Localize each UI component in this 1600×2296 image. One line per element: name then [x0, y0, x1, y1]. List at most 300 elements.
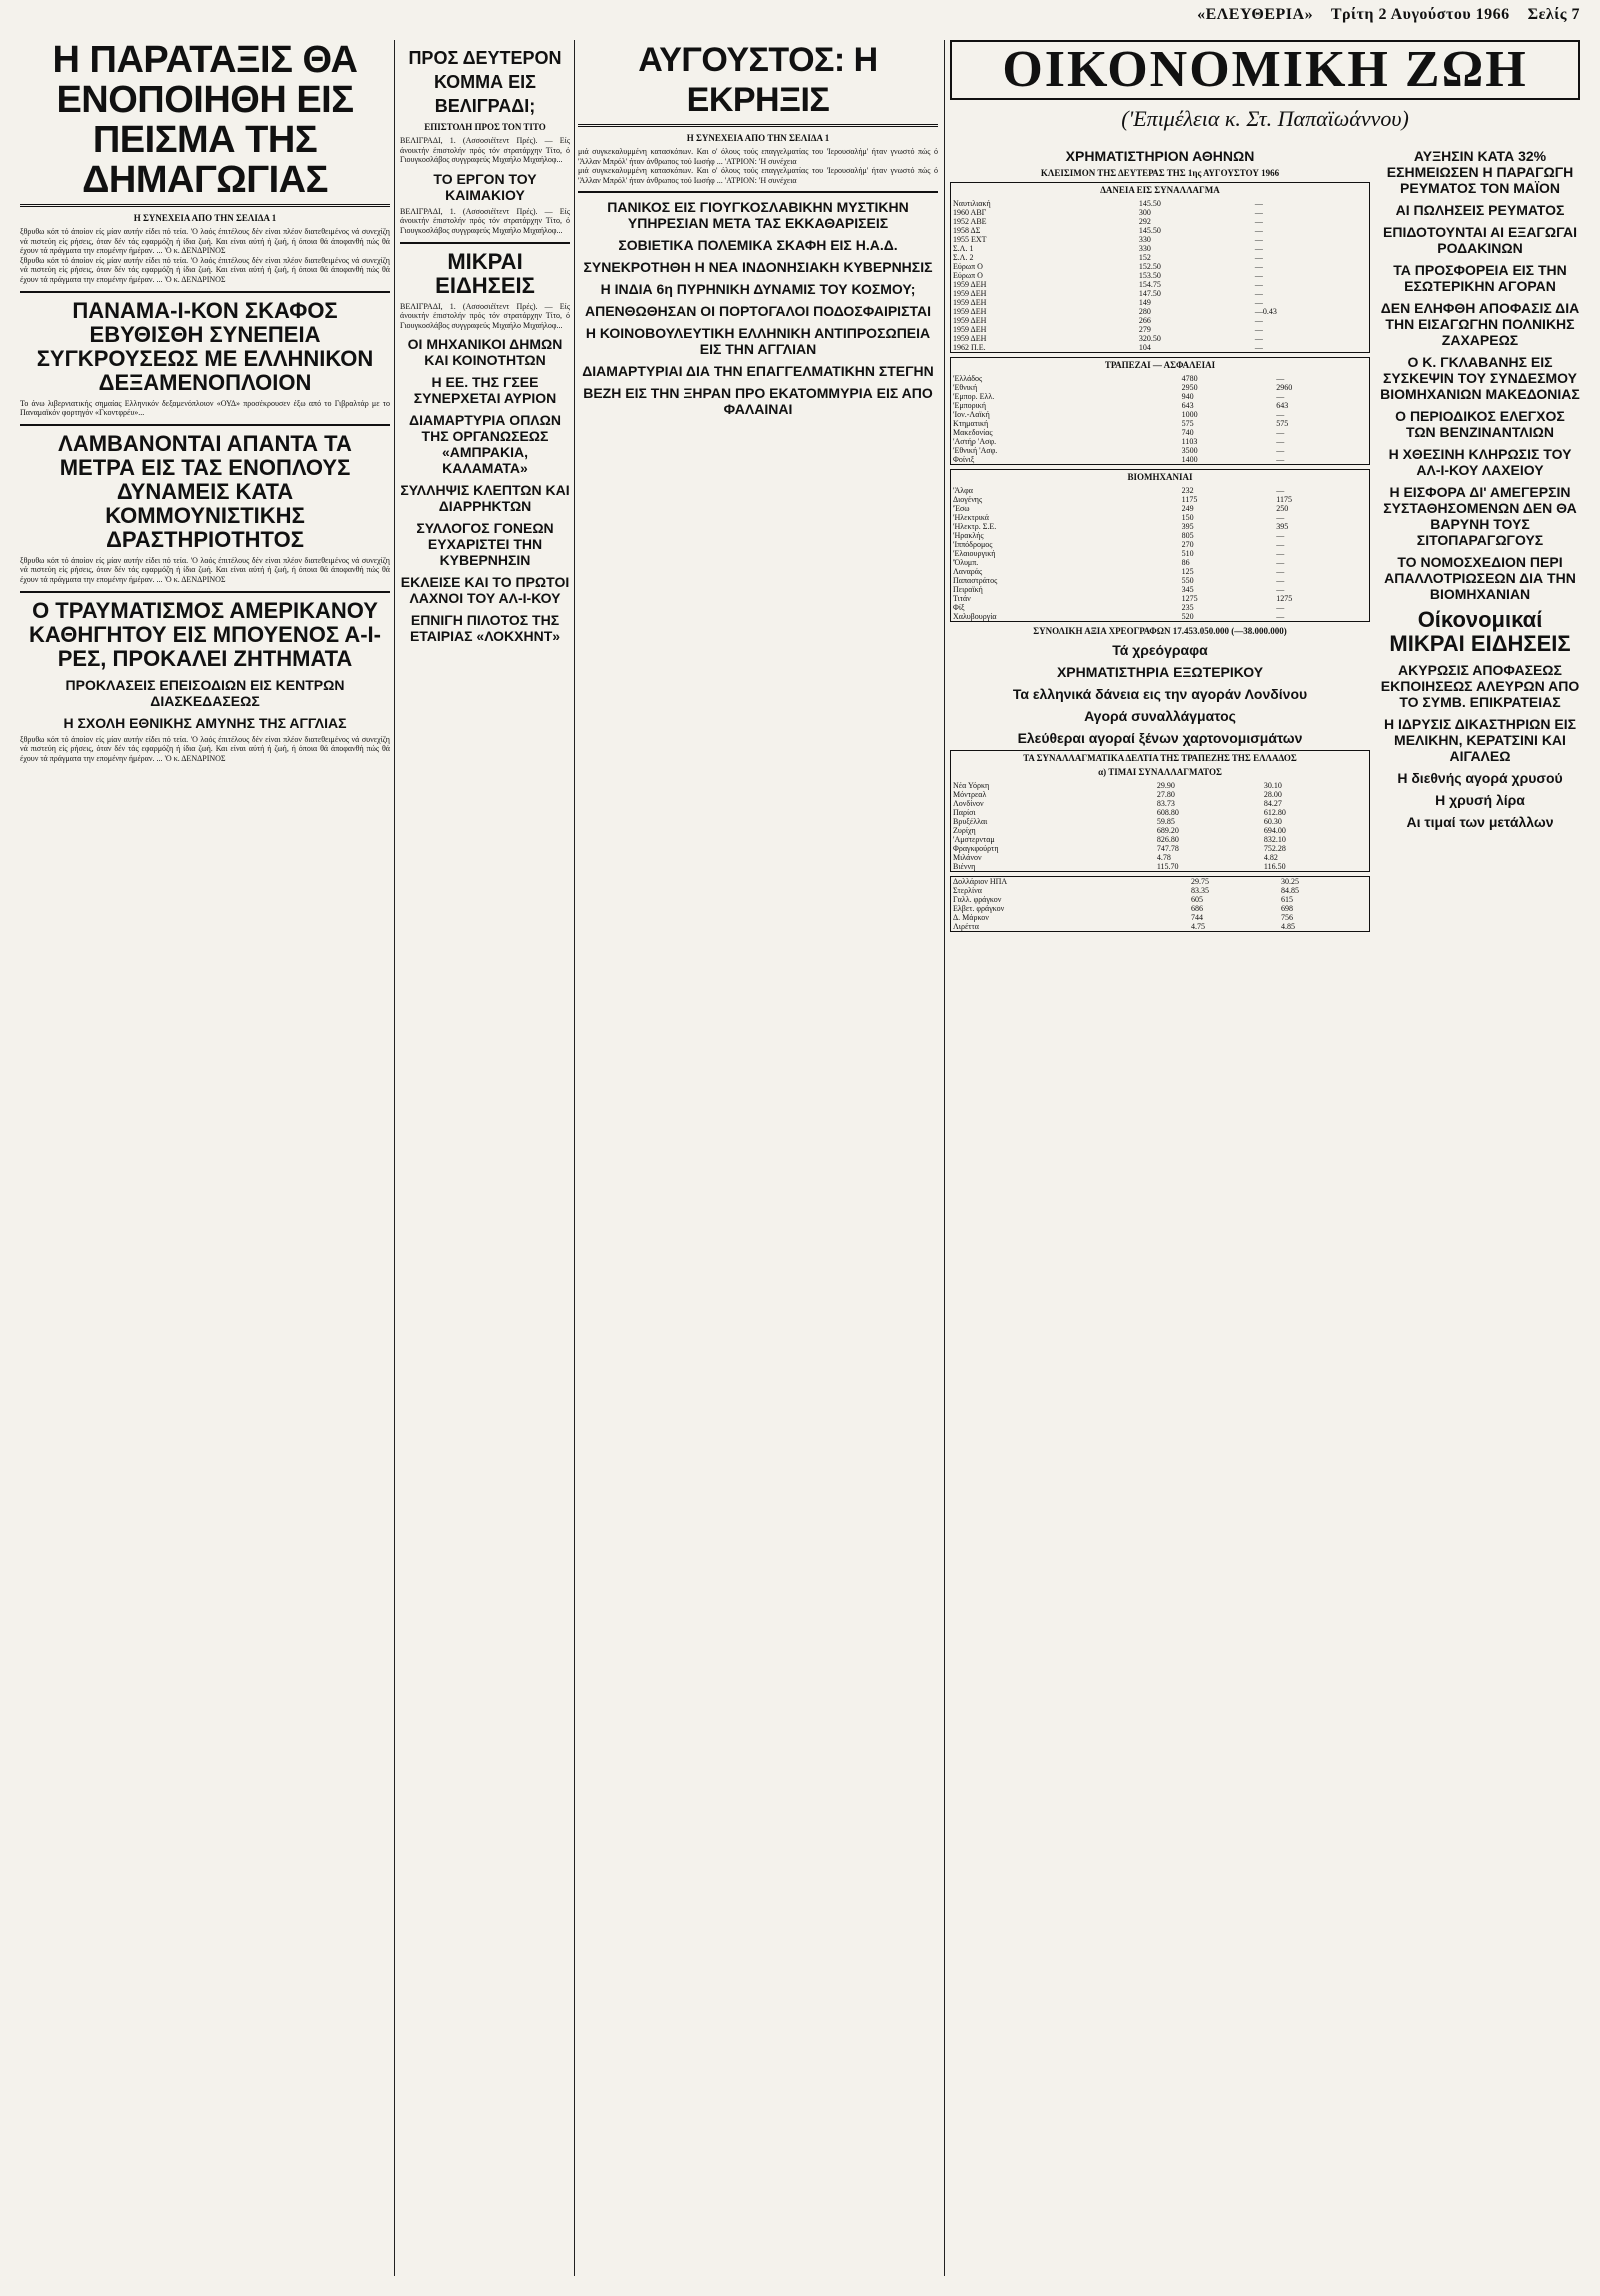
divider — [578, 191, 938, 193]
section-gold-lira: Η χρυσή λίρα — [1435, 792, 1525, 808]
table-cell: Σ.Λ. 2 — [953, 253, 974, 262]
table-row — [951, 835, 1369, 844]
table-row — [951, 271, 1369, 280]
table-cell: Βρυξέλλαι — [953, 817, 988, 826]
table-cell: 125 — [1181, 567, 1194, 576]
table-banks-body — [951, 374, 1369, 464]
table-cell: 4.78 — [1156, 853, 1171, 862]
table-industries-title: ΒΙΟΜΗΧΑΝΙΑΙ — [1127, 472, 1193, 482]
column-rule — [944, 40, 945, 2276]
table-row — [951, 199, 1369, 208]
table-cell: 1955 ΕΧΤ — [953, 235, 987, 244]
table-cell: Παρίσι — [953, 808, 976, 817]
table-cell: — — [1254, 235, 1263, 244]
table-cell: 27.80 — [1156, 790, 1175, 799]
table-cell: Νέα Υόρκη — [953, 781, 990, 790]
table-cell: 1959 ΔΕΗ — [953, 316, 987, 325]
table-row — [951, 307, 1369, 316]
table-notes — [950, 876, 1370, 932]
table-cell: — — [1276, 558, 1285, 567]
table-row — [951, 877, 1369, 886]
table-cell: Λιρέττα — [953, 922, 979, 931]
table-cell: 'Εθνική — [953, 383, 978, 392]
table-row — [951, 504, 1369, 513]
table-cell: 153.50 — [1138, 271, 1161, 280]
article-body: ξθρυθω κόπ τό άποίον είς μίαν αυτήν είδει πό τεία. 'Ο λαός έπιτέλους δέν είναι πλέον διατεθειμένος νά συνεχίζη νά πιστεύη είς ρήσεις, όταν δέν τάς εφαρμόζη ή ίδια ζωή. Και είναι αύτή ή ζωή, ή όποια θά άποφανθή πώς θά έχουν τά πράγματα την επομένην ήμέραν. ... 'Ο κ. ΔΕΝΔΡΙΝΟΣ — [20, 734, 390, 763]
headline-parents: ΣΥΛΛΟΓΟΣ ΓΟΝΕΩΝ ΕΥΧΑΡΙΣΤΕΙ ΤΗΝ ΚΥΒΕΡΝΗΣΙΝ — [416, 520, 554, 569]
table-cell: 520 — [1181, 612, 1194, 621]
headline-episodes: ΠΡΟΚΛΑΣΕΙΣ ΕΠΕΙΣΟΔΙΩΝ ΕΙΣ ΚΕΝΤΡΩΝ ΔΙΑΣΚΕΔΑΣΕΩΣ — [65, 676, 345, 709]
table-cell: Χαλυβουργία — [953, 612, 997, 621]
table-row — [951, 437, 1369, 446]
table-row — [951, 817, 1369, 826]
table-cell: 575 — [1181, 419, 1194, 428]
economy-left — [950, 142, 1370, 2286]
table-fx-body — [951, 781, 1369, 871]
table-cell: 270 — [1181, 540, 1194, 549]
table-cell: — — [1276, 612, 1285, 621]
table-cell: 320.50 — [1138, 334, 1161, 343]
headline-peaches: ΕΠΙΔΟΤΟΥΝΤΑΙ ΑΙ ΕΞΑΓΩΓΑΙ ΡΟΔΑΚΙΝΩΝ — [1383, 224, 1577, 256]
table-cell: — — [1254, 226, 1263, 235]
subheadline: ΕΠΙΣΤΟΛΗ ΠΡΟΣ ΤΟΝ ΤΙΤΟ — [424, 122, 546, 132]
table-row — [951, 208, 1369, 217]
table-cell: — — [1254, 343, 1263, 352]
table-cell: 4.75 — [1191, 922, 1206, 931]
table-cell: Ελβετ. φράγκον — [953, 904, 1005, 913]
table-cell: 'Εμπορική — [953, 401, 987, 410]
table-cell: — — [1254, 325, 1263, 334]
table-cell: 2960 — [1276, 383, 1293, 392]
headline-panic: ΠΑΝΙΚΟΣ ΕΙΣ ΓΙΟΥΓΚΟΣΛΑΒΙΚΗΝ ΜΥΣΤΙΚΗΝ ΥΠΗΡΕΣΙΑΝ ΜΕΤΑ ΤΑΣ ΕΚΚΑΘΑΡΙΣΕΙΣ — [607, 199, 909, 232]
table-row — [951, 334, 1369, 343]
table-cell: — — [1276, 549, 1285, 558]
table-cell: — — [1276, 603, 1285, 612]
table-row — [951, 289, 1369, 298]
table-row — [951, 325, 1369, 334]
table-cell: Τιτάν — [953, 594, 971, 603]
table-cell: Μακεδονίας — [953, 428, 993, 437]
table-cell: 643 — [1276, 401, 1289, 410]
headline-market: ΤΑ ΠΡΟΣΦΟΡΕΙΑ ΕΙΣ ΤΗΝ ΕΣΩΤΕΡΙΚΗΝ ΑΓΟΡΑΝ — [1393, 262, 1567, 294]
table-fx-sub: α) ΤΙΜΑΙ ΣΥΝΑΛΛΑΓΜΑΤΟΣ — [1098, 767, 1222, 777]
table-cell: 1103 — [1181, 437, 1198, 446]
section-foreign: ΧΡΗΜΑΤΙΣΤΗΡΙΑ ΕΞΩΤΕΡΙΚΟΥ — [1056, 664, 1264, 680]
column-rule — [394, 40, 395, 2276]
headline-pilot: ΕΠΝΙΓΗ ΠΙΛΟΤΟΣ ΤΗΣ ΕΤΑΙΡΙΑΣ «ΛΟΚΧΗΝΤ» — [409, 612, 561, 645]
table-cell: 832.10 — [1263, 835, 1286, 844]
table-cell: Λαναράς — [953, 567, 983, 576]
table-cell: — — [1276, 437, 1285, 446]
table-row — [951, 235, 1369, 244]
table-cell: 689.20 — [1156, 826, 1179, 835]
table-cell: 'Όλυμπ. — [953, 558, 979, 567]
table-row — [951, 904, 1369, 913]
table-cell: — — [1254, 262, 1263, 271]
table-row — [951, 922, 1369, 931]
section-metals: Αι τιμαί των μετάλλων — [1406, 814, 1554, 830]
table-cell: 575 — [1276, 419, 1289, 428]
table-cell: 150 — [1181, 513, 1194, 522]
table-cell: — — [1276, 540, 1285, 549]
table-row — [951, 392, 1369, 401]
table-row — [951, 790, 1369, 799]
table-cell: 1175 — [1181, 495, 1198, 504]
article-body: ΒΕΛΙΓΡΑΔΙ, 1. (Ασσοσιέϊτεντ Πρές). — Είς άνοικτήν έπιστολήν πρός τόν στρατάρχην Τίτο, ό Γιουγκοσλάβος συγγραφεύς Μιχαήλο Μιχαήλοφ... — [400, 206, 570, 235]
table-cell: — — [1276, 410, 1285, 419]
headline-expropriations: ΤΟ ΝΟΜΟΣΧΕΔΙΟΝ ΠΕΡΙ ΑΠΑΛΛΟΤΡΙΩΣΕΩΝ ΔΙΑ ΤΗΝ ΒΙΟΜΗΧΑΝΙΑΝ — [1384, 554, 1576, 602]
headline-flour: ΑΚΥΡΩΣΙΣ ΑΠΟΦΑΣΕΩΣ ΕΚΠΟΙΗΣΕΩΣ ΑΛΕΥΡΩΝ ΑΠΟ ΤΟ ΣΥΜΒ. ΕΠΙΚΡΑΤΕΙΑΣ — [1380, 662, 1580, 710]
table-cell: 149 — [1138, 298, 1151, 307]
article-body: Το άνω λιβερνιατικής σημαίας Ελληνικόν δεξαμενόπλοιον «ΟΥΔ» προσέκρουσεν έξω από το Γιβραλτάρ με το Παναμαϊκόν φορτηγόν «Γκοντφρέυ»... — [20, 398, 390, 418]
table-row — [951, 410, 1369, 419]
table-cell: 59.85 — [1156, 817, 1175, 826]
table-cell: 1958 ΔΣ — [953, 226, 981, 235]
table-cell: 86 — [1181, 558, 1190, 567]
table-cell: — — [1254, 199, 1263, 208]
headline-levy: Η ΕΙΣΦΟΡΑ ΔΙ' ΑΜΕΓΕΡΣΙΝ ΣΥΣΤΑΘΗΣΟΜΕΝΩΝ ΔΕΝ ΘΑ ΒΑΡΥΝΗ ΤΟΥΣ ΣΙΤΟΠΑΡΑΓΩΓΟΥΣ — [1383, 484, 1577, 548]
table-cell: — — [1254, 244, 1263, 253]
table-cell: 330 — [1138, 244, 1151, 253]
table-cell: Βιέννη — [953, 862, 976, 871]
table-cell: 154.75 — [1138, 280, 1161, 289]
table-cell: 279 — [1138, 325, 1151, 334]
table-cell: Πειραϊκή — [953, 585, 983, 594]
issue-date: Τρίτη 2 Αυγούστου 1966 — [1330, 6, 1510, 23]
headline-sales: ΑΙ ΠΩΛΗΣΕΙΣ ΡΕΥΜΑΤΟΣ — [1395, 202, 1565, 218]
headline-courts: Η ΙΔΡΥΣΙΣ ΔΙΚΑΣΤΗΡΙΩΝ ΕΙΣ ΜΕΛΙΚΗΝ, ΚΕΡΑΤΣΙΝΙ ΚΑΙ ΑΙΓΑΛΕΩ — [1383, 716, 1576, 764]
table-cell: Μιλάνον — [953, 853, 982, 862]
table-row — [951, 781, 1369, 790]
table-row — [951, 567, 1369, 576]
headline-india: Η ΙΝΔΙΑ 6η ΠΥΡΗΝΙΚΗ ΔΥΝΑΜΙΣ ΤΟΥ ΚΟΣΜΟΥ; — [600, 281, 916, 298]
table-cell: 1959 ΔΕΗ — [953, 280, 987, 289]
table-row — [951, 612, 1369, 621]
table-cell: 1959 ΔΕΗ — [953, 307, 987, 316]
article-body: ΒΕΛΙΓΡΑΔΙ, 1. (Ασσοσιέϊτεντ Πρές). — Είς άνοικτήν έπιστολήν πρός τόν στρατάρχην Τίτο, ό Γιουγκοσλάβος συγγραφεύς Μιχαήλο Μιχαήλοφ... — [400, 301, 570, 330]
section-gold: Η διεθνής αγορά χρυσού — [1397, 770, 1563, 786]
section-london: Τα ελληνικά δάνεια εις την αγοράν Λονδίνου — [1012, 686, 1308, 702]
economy-right — [1380, 142, 1580, 2286]
table-cell: 152 — [1138, 253, 1151, 262]
table-cell: 1400 — [1181, 455, 1198, 464]
table-row — [951, 374, 1369, 383]
table-row — [951, 913, 1369, 922]
table-cell: 1952 ΑΒΕ — [953, 217, 987, 226]
continuation-label: Η ΣΥΝΕΧΕΙΑ ΑΠΟ ΤΗΝ ΣΕΛΙΔΑ 1 — [686, 133, 830, 143]
table-row — [951, 419, 1369, 428]
table-row — [951, 298, 1369, 307]
table-cell: — — [1276, 576, 1285, 585]
table-cell: 1960 ΑΒΓ — [953, 208, 987, 217]
table-industries-body — [951, 486, 1369, 621]
page-header — [1160, 6, 1580, 24]
table-cell: 1962 Π.Ε. — [953, 343, 986, 352]
table-row — [951, 280, 1369, 289]
table-cell: 30.25 — [1281, 877, 1299, 886]
table-cell: 1959 ΔΕΗ — [953, 334, 987, 343]
article-body: ξθρυθω κόπ τό άποίον είς μίαν αυτήν είδει πό τεία. 'Ο λαός έπιτέλους δέν είναι πλέον διατεθειμένος νά συνεχίζη νά πιστεύη είς ρήσεις, όταν δέν τάς εφαρμόζη ή ίδια ζωή. Και είναι αύτή ή ζωή, ή όποια θά άποφανθή πώς θά έχουν τά πράγματα την επομένην ήμέραν. ... 'Ο κ. ΔΕΝΔΡΙΝΟΣ — [20, 227, 390, 256]
table-cell: — — [1276, 486, 1285, 495]
table-row — [951, 513, 1369, 522]
table-cell: 29.90 — [1156, 781, 1175, 790]
table-cell: — — [1276, 513, 1285, 522]
continuation-label: Η ΣΥΝΕΧΕΙΑ ΑΠΟ ΤΗΝ ΣΕΛΙΔΑ 1 — [133, 213, 277, 223]
table-cell: 60.30 — [1263, 817, 1282, 826]
table-cell: 805 — [1181, 531, 1194, 540]
table-cell: Διογένης — [953, 495, 983, 504]
column-belgrade — [400, 40, 570, 2286]
table-cell: 698 — [1281, 904, 1293, 913]
column-rule — [574, 40, 575, 2276]
article-body: μιά συγκεκαλυμμένη κατασκόπων. Και ο' όλους τούς επαγγελματίας του 'Ιερουσαλήμ' ήταν γνωστό πώς ό 'Άλλαν Μπρόλ' ήταν άνθρωπος τού Ιωσήφ ... 'ΑΤΡΙΟΝ: 'Η συνέχεια — [578, 166, 938, 185]
headline-soviet: ΣΟΒΙΕΤΙΚΑ ΠΟΛΕΜΙΚΑ ΣΚΑΦΗ ΕΙΣ Η.Α.Δ. — [618, 237, 898, 254]
table-cell: 'Ελλάδος — [953, 374, 983, 383]
divider — [20, 591, 390, 593]
table-row — [951, 522, 1369, 531]
table-loans — [950, 182, 1370, 353]
headline-mechanics: ΟΙ ΜΗΧΑΝΙΚΟΙ ΔΗΜΩΝ ΚΑΙ ΚΟΙΝΟΤΗΤΩΝ — [407, 336, 563, 369]
table-row — [951, 808, 1369, 817]
table-row — [951, 316, 1369, 325]
table-cell: 83.35 — [1191, 886, 1210, 895]
exchange-title: ΧΡΗΜΑΤΙΣΤΗΡΙΟΝ ΑΘΗΝΩΝ — [1065, 148, 1255, 164]
table-cell: 'Ιον.-Λαϊκή — [953, 410, 990, 419]
table-cell: 'Ηρακλής — [953, 531, 984, 540]
table-row — [951, 576, 1369, 585]
headline-alkhi: ΕΚΛΕΙΣΕ ΚΑΙ ΤΟ ΠΡΩΤΟΙ ΛΑΧΝΟΙ ΤΟΥ ΑΛ-Ι-ΚΟΥ — [400, 574, 570, 607]
table-cell: Ναυτιλιακή — [953, 199, 991, 208]
table-cell: 3500 — [1181, 446, 1198, 455]
table-cell: — — [1276, 567, 1285, 576]
table-cell: — — [1254, 253, 1263, 262]
table-cell: — — [1254, 298, 1263, 307]
table-cell: Στερλίνα — [953, 886, 982, 895]
table-cell: 235 — [1181, 603, 1194, 612]
article-body: ΒΕΛΙΓΡΑΔΙ, 1. (Ασσοσιέϊτεντ Πρές). — Είς άνοικτήν έπιστολήν πρός τόν στρατάρχην Τίτο, ό Γιουγκοσλάβος συγγραφεύς Μιχαήλο Μιχαήλοφ... — [400, 136, 570, 165]
table-cell: Κτηματική — [953, 419, 989, 428]
headline-small-news: ΜΙΚΡΑΙ ΕΙΔΗΣΕΙΣ — [435, 248, 535, 298]
table-cell: 116.50 — [1263, 862, 1286, 871]
table-cell: 152.50 — [1138, 262, 1161, 271]
table-row — [951, 262, 1369, 271]
table-cell: 300 — [1138, 208, 1151, 217]
table-row — [951, 428, 1369, 437]
headline-portuguese: ΑΠΕΝΘΩΘΗΣΑΝ ΟΙ ΠΟΡΤΟΓΑΛΟΙ ΠΟΔΟΣΦΑΙΡΙΣΤΑΙ — [585, 303, 931, 320]
table-cell: 395 — [1181, 522, 1194, 531]
table-row — [951, 895, 1369, 904]
table-cell: 612.80 — [1263, 808, 1286, 817]
table-cell: — — [1254, 334, 1263, 343]
table-row — [951, 226, 1369, 235]
table-cell: 145.50 — [1138, 199, 1161, 208]
headline-glavanis: Ο Κ. ΓΚΛΑΒΑΝΗΣ ΕΙΣ ΣΥΣΚΕΨΙΝ ΤΟΥ ΣΥΝΔΕΣΜΟΥ ΒΙΟΜΗΧΑΝΙΩΝ ΜΑΚΕΔΟΝΙΑΣ — [1380, 354, 1580, 402]
table-cell: — — [1254, 217, 1263, 226]
table-fx — [950, 750, 1370, 872]
table-cell: Λονδίνον — [953, 799, 984, 808]
table-cell: 115.70 — [1156, 862, 1179, 871]
table-cell: 'Ηλεκτρικά — [953, 513, 989, 522]
table-cell: — — [1276, 585, 1285, 594]
table-cell: Παπαστράτος — [953, 576, 998, 585]
headline-belgrade: ΠΡΟΣ ΔΕΥΤΕΡΟΝ ΚΟΜΜΑ ΕΙΣ ΒΕΛΙΓΡΑΔΙ; — [408, 48, 562, 116]
table-cell: Μόντρεαλ — [953, 790, 987, 799]
headline-measures: ΛΑΜΒΑΝΟΝΤΑΙ ΑΠΑΝΤΑ ΤΑ ΜΕΤΡΑ ΕΙΣ ΤΑΣ ΕΝΟΠΛΟΥΣ ΔΥΝΑΜΕΙΣ ΚΑΤΑ ΚΟΜΜΟΥΝΙΣΤΙΚΗΣ ΔΡΑΣΤΗΡΙΟΤΗΤΟΣ — [58, 430, 352, 552]
table-cell: 550 — [1181, 576, 1194, 585]
main-headline: Η ΠΑΡΑΤΑΞΙΣ ΘΑ ΕΝΟΠΟΙΗΘΗ ΕΙΣ ΠΕΙΣΜΑ ΤΗΣ ΔΗΜΑΓΩΓΙΑΣ — [20, 40, 390, 207]
table-cell: 740 — [1181, 428, 1194, 437]
column-politics — [20, 40, 390, 2286]
table-row — [951, 495, 1369, 504]
table-cell: 30.10 — [1263, 781, 1282, 790]
table-cell: Φραγκφούρτη — [953, 844, 999, 853]
table-cell: 104 — [1138, 343, 1151, 352]
table-cell: 756 — [1281, 913, 1293, 922]
table-row — [951, 862, 1369, 871]
table-cell: — — [1254, 289, 1263, 298]
table-row — [951, 799, 1369, 808]
table-loans-title: ΔΑΝΕΙΑ ΕΙΣ ΣΥΝΑΛΛΑΓΜΑ — [1100, 185, 1220, 195]
article-body: ξθρυθω κόπ τό άποίον είς μίαν αυτήν είδει πό τεία. 'Ο λαός έπιτέλους δέν είναι πλέον διατεθειμένος νά συνεχίζη νά πιστεύη είς ρήσεις, όταν δέν τάς εφαρμόζη ή ίδια ζωή. Και είναι αύτή ή ζωή, ή όποια θά άποφανθή πώς θά έχουν τά πράγματα την επομένην ήμέραν. ... 'Ο κ. ΔΕΝΔΡΙΝΟΣ — [20, 255, 390, 284]
table-cell: 1959 ΔΕΗ — [953, 325, 987, 334]
table-cell: 510 — [1181, 549, 1194, 558]
headline-professor: Ο ΤΡΑΥΜΑΤΙΣΜΟΣ ΑΜΕΡΙΚΑΝΟΥ ΚΑΘΗΓΗΤΟΥ ΕΙΣ ΜΠΟΥΕΝΟΣ Α-Ι-ΡΕΣ, ΠΡΟΚΑΛΕΙ ΖΗΤΗΜΑΤΑ — [29, 597, 381, 671]
table-cell: 608.80 — [1156, 808, 1179, 817]
table-cell: 'Ηλεκτρ. Σ.Ε. — [953, 522, 997, 531]
table-cell: — — [1254, 208, 1263, 217]
table-row — [951, 531, 1369, 540]
table-cell: Εύρωπ Ο — [953, 271, 983, 280]
table-row — [951, 401, 1369, 410]
table-cell: 2950 — [1181, 383, 1198, 392]
table-row — [951, 826, 1369, 835]
table-cell: 4.82 — [1263, 853, 1278, 862]
total-trading: ΣΥΝΟΛΙΚΗ ΑΞΙΑ ΧΡΕΟΓΡΑΦΩΝ 17.453.050.000 (—38.000.000) — [1033, 626, 1287, 636]
table-cell: Ζυρίχη — [953, 826, 976, 835]
table-cell: 145.50 — [1138, 226, 1161, 235]
table-row — [951, 244, 1369, 253]
table-cell: 84.85 — [1281, 886, 1299, 895]
table-cell: 747.78 — [1156, 844, 1179, 853]
table-cell: 826.80 — [1156, 835, 1179, 844]
table-cell: 1175 — [1276, 495, 1292, 504]
section-free: Ελεύθεραι αγοραί ξένων χαρτονομισμάτων — [1017, 730, 1303, 746]
table-row — [951, 853, 1369, 862]
table-row — [951, 594, 1369, 603]
table-cell: 232 — [1181, 486, 1194, 495]
table-cell: Φοίνιξ — [953, 455, 975, 464]
table-cell: 'Ελαιουργική — [953, 549, 996, 558]
table-cell: 'Αστήρ 'Ασφ. — [953, 437, 997, 446]
headline-august: ΑΥΓΟΥΣΤΟΣ: Η ΕΚΡΗΞΙΣ — [578, 40, 938, 127]
table-row — [951, 383, 1369, 392]
table-banks-title: ΤΡΑΠΕΖΑΙ — ΑΣΦΑΛΕΙΑΙ — [1104, 360, 1216, 370]
table-fx-title: ΤΑ ΣΥΝΑΛΛΑΓΜΑΤΙΚΑ ΔΕΛΤΙΑ ΤΗΣ ΤΡΑΠΕΖΗΣ ΤΗΣ ΕΛΛΑΔΟΣ — [1023, 753, 1297, 763]
table-cell: —0.43 — [1254, 307, 1277, 316]
table-cell: 615 — [1281, 895, 1293, 904]
table-row — [951, 253, 1369, 262]
table-cell: — — [1276, 374, 1285, 383]
headline-dry: ΒΕΖΗ ΕΙΣ ΤΗΝ ΞΗΡΑΝ ΠΡΟ ΕΚΑΤΟΜΜΥΡΙΑ ΕΙΣ ΑΠΟ ΦΑΛΑΙΝΑΙ — [583, 385, 933, 418]
headline-school: Η ΣΧΟΛΗ ΕΘΝΙΚΗΣ ΑΜΥΝΗΣ ΤΗΣ ΑΓΓΛΙΑΣ — [63, 714, 347, 731]
paper-name: «ΕΛΕΥΘΕΡΙΑ» — [1197, 6, 1314, 23]
table-row — [951, 540, 1369, 549]
table-cell: 250 — [1276, 504, 1289, 513]
table-cell: — — [1276, 455, 1285, 464]
table-row — [951, 549, 1369, 558]
table-row — [951, 217, 1369, 226]
table-cell: 1000 — [1181, 410, 1198, 419]
headline-indonesia: ΣΥΝΕΚΡΟΤΗΘΗ Η ΝΕΑ ΙΝΔΟΝΗΣΙΑΚΗ ΚΥΒΕΡΝΗΣΙΣ — [583, 259, 933, 276]
economy-grid — [950, 142, 1580, 2286]
table-notes-body — [951, 877, 1369, 931]
table-cell: 'Έσω — [953, 504, 970, 513]
table-cell: 686 — [1191, 904, 1204, 913]
table-cell: 330 — [1138, 235, 1151, 244]
divider — [400, 242, 570, 244]
table-cell: 'Αμστερνταμ — [953, 835, 995, 844]
table-cell: 395 — [1276, 522, 1289, 531]
article-body: ξθρυθω κόπ τό άποίον είς μίαν αυτήν είδει πό τεία. 'Ο λαός έπιτέλους δέν είναι πλέον διατεθειμένος νά συνεχίζη νά πιστεύη είς ρήσεις, όταν δέν τάς εφαρμόζη ή ίδια ζωή. Και είναι αύτή ή ζωή, ή όποια θά άποφανθή πώς θά έχουν τά πράγματα την επομένην ήμέραν. ... 'Ο κ. ΔΕΝΔΡΙΝΟΣ — [20, 555, 390, 584]
page-number: Σελίς 7 — [1527, 6, 1580, 23]
table-cell: 'Ιππόδρομος — [953, 540, 993, 549]
table-cell: — — [1254, 316, 1263, 325]
divider — [20, 424, 390, 426]
table-cell: 4780 — [1181, 374, 1198, 383]
table-cell: 1275 — [1181, 594, 1198, 603]
table-row — [951, 844, 1369, 853]
table-cell: 4.85 — [1281, 922, 1295, 931]
article-body: μιά συγκεκαλυμμένη κατασκόπων. Και ο' όλους τούς επαγγελματίας του 'Ιερουσαλήμ' ήταν γνωστό πώς ό 'Άλλαν Μπρόλ' ήταν άνθρωπος τού Ιωσήφ ... 'ΑΤΡΙΟΝ: 'Η συνέχεια — [578, 147, 938, 166]
table-cell: Εύρωπ Ο — [953, 262, 983, 271]
headline-thieves: ΣΥΛΛΗΨΙΣ ΚΛΕΠΤΩΝ ΚΑΙ ΔΙΑΡΡΗΚΤΩΝ — [400, 482, 570, 515]
section-fx: Αγορά συναλλάγματος — [1084, 708, 1236, 724]
table-cell: 694.00 — [1263, 826, 1286, 835]
table-loans-body — [951, 199, 1369, 352]
table-row — [951, 603, 1369, 612]
headline-petrol: Ο ΠΕΡΙΟΔΙΚΟΣ ΕΛΕΓΧΟΣ ΤΩΝ ΒΕΝΖΙΝΑΝΤΛΙΩΝ — [1395, 408, 1565, 440]
headline-weapons: ΔΙΑΜΑΡΤΥΡΙΑ ΟΠΛΩΝ ΤΗΣ ΟΡΓΑΝΩΣΕΩΣ «ΑΜΠΡΑΚΙΑ, ΚΑΛΑΜΑΤΑ» — [409, 412, 561, 477]
table-cell: 'Άλφα — [953, 486, 973, 495]
table-cell: — — [1276, 392, 1285, 401]
table-cell: 1959 ΔΕΗ — [953, 298, 987, 307]
column-august — [578, 40, 938, 2286]
headline-electricity: ΑΥΞΗΣΙΝ ΚΑΤΑ 32% ΕΣΗΜΕΙΩΣΕΝ Η ΠΑΡΑΓΩΓΗ ΡΕΥΜΑΤΟΣ ΤΟΝ ΜΑΪΟΝ — [1386, 148, 1574, 196]
headline-panama: ΠΑΝΑΜΑ-Ι-ΚΟΝ ΣΚΑΦΟΣ ΕΒΥΘΙΣΘΗ ΣΥΝΕΠΕΙΑ ΣΥΓΚΡΟΥΣΕΩΣ ΜΕ ΕΛΛΗΝΙΚΟΝ ΔΕΞΑΜΕΝΟΠΛΟΙΟΝ — [36, 297, 374, 395]
table-cell: 744 — [1191, 913, 1204, 922]
table-row — [951, 455, 1369, 464]
column-economy — [950, 40, 1580, 2286]
table-cell: 1275 — [1276, 594, 1293, 603]
table-cell: — — [1254, 271, 1263, 280]
table-cell: — — [1276, 531, 1285, 540]
table-row — [951, 585, 1369, 594]
table-cell: 280 — [1138, 307, 1151, 316]
headline-lottery: Η ΧΘΕΣΙΝΗ ΚΛΗΡΩΣΙΣ ΤΟΥ ΑΛ-Ι-ΚΟΥ ΛΑΧΕΙΟΥ — [1388, 446, 1572, 478]
table-cell: 'Εμπορ. Ελλ. — [953, 392, 995, 401]
table-cell: — — [1276, 428, 1285, 437]
table-row — [951, 446, 1369, 455]
table-cell: 605 — [1191, 895, 1204, 904]
headline-parliament: Η ΚΟΙΝΟΒΟΥΛΕΥΤΙΚΗ ΕΛΛΗΝΙΚΗ ΑΝΤΙΠΡΟΣΩΠΕΙΑ ΕΙΣ ΤΗΝ ΑΓΓΛΙΑΝ — [585, 325, 931, 358]
economy-title: ΟΙΚΟΝΟΜΙΚΗ ΖΩΗ — [950, 40, 1580, 100]
table-cell: 147.50 — [1138, 289, 1161, 298]
headline-protest: ΔΙΑΜΑΡΤΥΡΙΑΙ ΔΙΑ ΤΗΝ ΕΠΑΓΓΕΛΜΑΤΙΚΗΝ ΣΤΕΓΗΝ — [582, 363, 934, 380]
table-cell: 84.27 — [1263, 799, 1282, 808]
table-banks — [950, 357, 1370, 465]
table-cell: 29.75 — [1191, 877, 1210, 886]
table-cell: 'Εθνική 'Ασφ. — [953, 446, 998, 455]
